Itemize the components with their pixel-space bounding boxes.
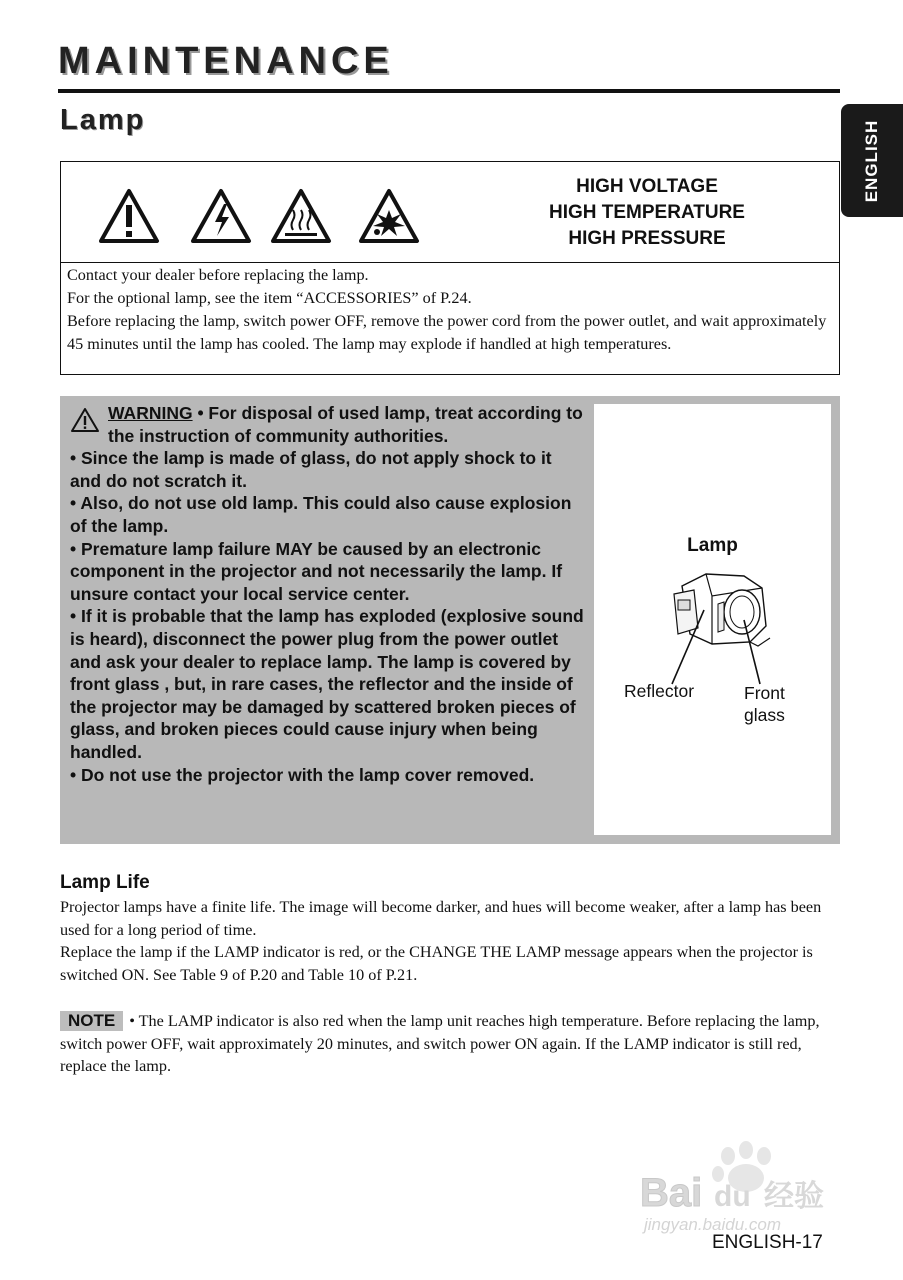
watermark-text: 经验 [764,1179,824,1214]
warning-head [70,402,585,447]
lamp-figure [594,404,831,835]
note [60,1010,845,1078]
caution-icon [101,191,157,241]
language-tab [841,104,903,217]
hazard-icons [99,188,429,244]
warning-box [60,396,840,844]
lamp-figure-title: Lamp [687,535,738,556]
warning-item: • If it is probable that the lamp has exploded (explosive sound is heard), disconnect the power plug from the power outlet and ask your dealer to replace lamp. The lamp is covered by front glass , but, in rare cases, the reflector and the inside of the projector may be damaged by scattered broken pieces of glass, and broken pieces could cause injury when being handled. [70,606,584,762]
warning-item: • Premature lamp failure MAY be caused by an electronic component in the projector and not necessarily the lamp. If unsure contact your local service center. [70,538,563,604]
warning-item: • Since the lamp is made of glass, do not apply shock to it and do not scratch it. [70,448,552,491]
contact-line: Contact your dealer before replacing the lamp. [67,266,369,284]
baidu-watermark [640,1140,850,1235]
lamp-unit-illustration [594,564,831,694]
hazard-text [499,174,795,252]
page-title: MAINTENANCE [58,40,394,82]
front-glass-line: Front [744,683,785,703]
warning-text [70,402,585,786]
language-tab-label: ENGLISH [862,119,881,202]
lamp-life-body [60,896,840,986]
explosion-icon [361,191,417,241]
hot-surface-icon [273,191,329,241]
watermark-text: du [714,1180,751,1213]
lamp-life-paragraph: Projector lamps have a finite life. The image will become darker, and hues will become weaker, after a lamp has been used for a long period of time. [60,898,822,939]
reflector-label: Reflector [624,681,695,701]
watermark-text: Bai [640,1171,703,1215]
page-number: ENGLISH-17 [712,1232,823,1253]
section-title: Lamp [60,104,146,136]
watermark-url: jingyan.baidu.com [644,1215,782,1234]
note-badge: NOTE [60,1011,123,1031]
warning-icon [70,407,100,433]
contact-line: Before replacing the lamp, switch power OFF, remove the power cord from the power outlet, and wait approximately 45 minutes until the lamp has cooled. The lamp may explode if handled at high temperatures. [67,312,827,353]
contact-box [60,262,840,375]
front-glass-label [744,682,804,726]
note-text: • The LAMP indicator is also red when the lamp unit reaches high temperature. Before replacing the lamp, switch power OFF, wait approximately 20 minutes, and switch power ON again. If the LAMP indicator is still red, replace the lamp. [60,1012,820,1075]
lamp-life-heading: Lamp Life [60,872,150,893]
hazard-line: HIGH PRESSURE [568,228,726,249]
title-rule [58,89,840,93]
warning-head-text: • For disposal of used lamp, treat according to the instruction of community authorities. [108,403,583,446]
warning-label: WARNING [108,403,193,423]
contact-line: For the optional lamp, see the item “ACCESSORIES” of P.24. [67,289,472,307]
hazard-line: HIGH VOLTAGE [576,176,718,197]
hazard-box [60,161,840,263]
hazard-line: HIGH TEMPERATURE [549,202,745,223]
warning-item: • Also, do not use old lamp. This could also cause explosion of the lamp. [70,493,572,536]
electric-shock-icon [193,191,249,241]
front-glass-line: glass [744,705,785,725]
lamp-life-paragraph: Replace the lamp if the LAMP indicator is red, or the CHANGE THE LAMP message appears when the projector is switched ON. See Table 9 of P.20 and Table 10 of P.21. [60,943,813,984]
warning-item: • Do not use the projector with the lamp cover removed. [70,764,535,785]
